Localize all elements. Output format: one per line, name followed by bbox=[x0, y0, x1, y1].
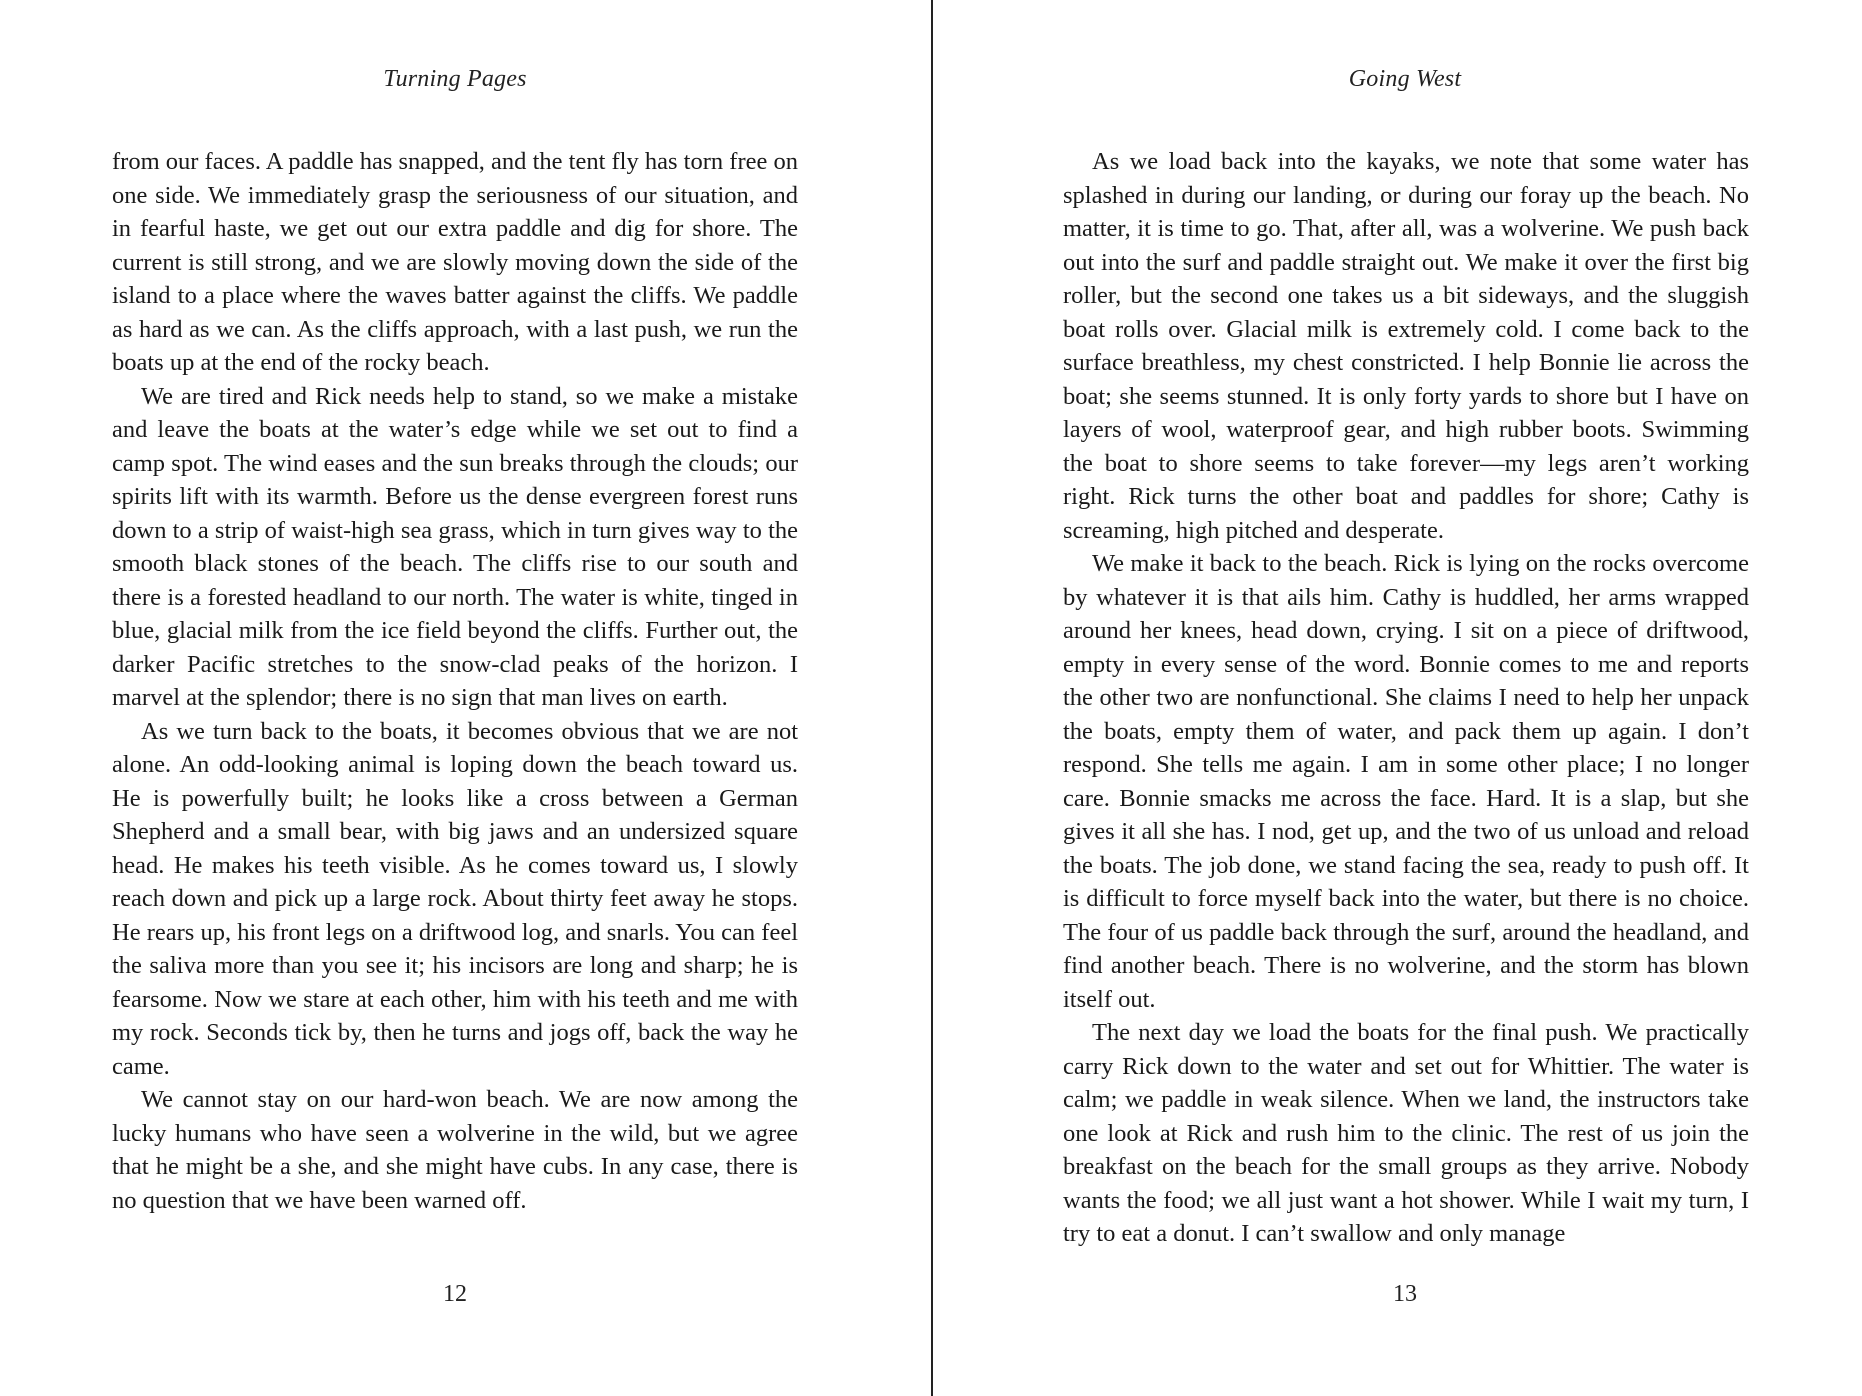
body-text-left bbox=[112, 145, 798, 1217]
running-head-left: Turning Pages bbox=[383, 66, 527, 92]
paragraph: We are tired and Rick needs help to stand, so we make a mistake and leave the boats at the water’s edge while we set out to find a camp spot. The wind eases and the sun breaks through the clouds; our spirits lift with its warmth. Before us the dense evergreen forest runs down to a strip of waist-high sea grass, which in turn gives way to the smooth black stones of the beach. The cliffs rise to our south and there is a forested headland to our north. The water is white, tinged in blue, glacial milk from the ice field beyond the cliffs. Further out, the darker Pacific stretches to the snow-clad peaks of the horizon. I marvel at the splendor; there is no sign that man lives on earth. bbox=[112, 382, 798, 711]
paragraph: As we turn back to the boats, it becomes obvious that we are not alone. An odd-looking animal is loping down the beach toward us. He is powerfully built; he looks like a cross between a German Shepherd and a small bear, with big jaws and an undersized square head. He makes his teeth visible. As he comes toward us, I slowly reach down and pick up a large rock. About thirty feet away he stops. He rears up, his front legs on a driftwood log, and snarls. You can feel the saliva more than you see it; his incisors are long and sharp; he is fearsome. Now we stare at each other, him with his teeth and me with my rock. Seconds tick by, then he turns and jogs off, back the way he came. bbox=[112, 717, 798, 1080]
body-text-right bbox=[1063, 145, 1749, 1251]
right-page bbox=[934, 0, 1862, 1396]
running-head-right: Going West bbox=[1348, 66, 1462, 92]
paragraph: We make it back to the beach. Rick is lying on the rocks overcome by whatever it is that ails him. Cathy is huddled, her arms wrapped around her knees, head down, crying. I sit on a piece of driftwood, empty in every sense of the word. Bonnie comes to me and reports the other two are nonfunctional. She claims I need to help her unpack the boats, empty them of water, and pack them up again. I don’t respond. She tells me again. I am in some other place; I no longer care. Bonnie smacks me across the face. Hard. It is a slap, but she gives it all she has. I nod, get up, and the two of us unload and reload the boats. The job done, we stand facing the sea, ready to push off. It is difficult to force myself back into the water, but there is no choice. The four of us paddle back through the surf, around the headland, and find another beach. There is no wolverine, and the storm has blown itself out. bbox=[1063, 550, 1749, 1013]
page-number-left: 12 bbox=[443, 1281, 467, 1307]
gutter-divider bbox=[931, 0, 933, 1396]
paragraph: We cannot stay on our hard-won beach. We are now among the lucky humans who have seen a wolverine in the wild, but we agree that he might be a she, and she might have cubs. In any case, there is no question that we have been warned off. bbox=[112, 1086, 798, 1214]
paragraph: As we load back into the kayaks, we note that some water has splashed in during our landing, or during our foray up the beach. No matter, it is time to go. That, after all, was a wolverine. We push back out into the surf and paddle straight out. We make it over the first big roller, but the second one takes us a bit sideways, and the sluggish boat rolls over. Glacial milk is extremely cold. I come back to the surface breathless, my chest constricted. I help Bonnie lie across the boat; she seems stunned. It is only forty yards to shore but I have on layers of wool, waterproof gear, and high rubber boots. Swimming the boat to shore seems to take forever—my legs aren’t working right. Rick turns the other boat and paddles for shore; Cathy is screaming, high pitched and desperate. bbox=[1063, 148, 1749, 544]
paragraph: from our faces. A paddle has snapped, and the tent fly has torn free on one side. We immediately grasp the seriousness of our situation, and in fearful haste, we get out our extra paddle and dig for shore. The current is still strong, and we are slowly moving down the side of the island to a place where the waves batter against the cliffs. We paddle as hard as we can. As the cliffs approach, with a last push, we run the boats up at the end of the rocky beach. bbox=[112, 148, 798, 376]
page-number-right: 13 bbox=[1393, 1281, 1417, 1307]
paragraph: The next day we load the boats for the final push. We practically carry Rick down to the water and set out for Whittier. The water is calm; we paddle in weak silence. When we land, the instructors take one look at Rick and rush him to the clinic. The rest of us join the breakfast on the beach for the small groups as they arrive. Nobody wants the food; we all just want a hot shower. While I wait my turn, I try to eat a donut. I can’t swallow and only manage bbox=[1063, 1019, 1749, 1247]
